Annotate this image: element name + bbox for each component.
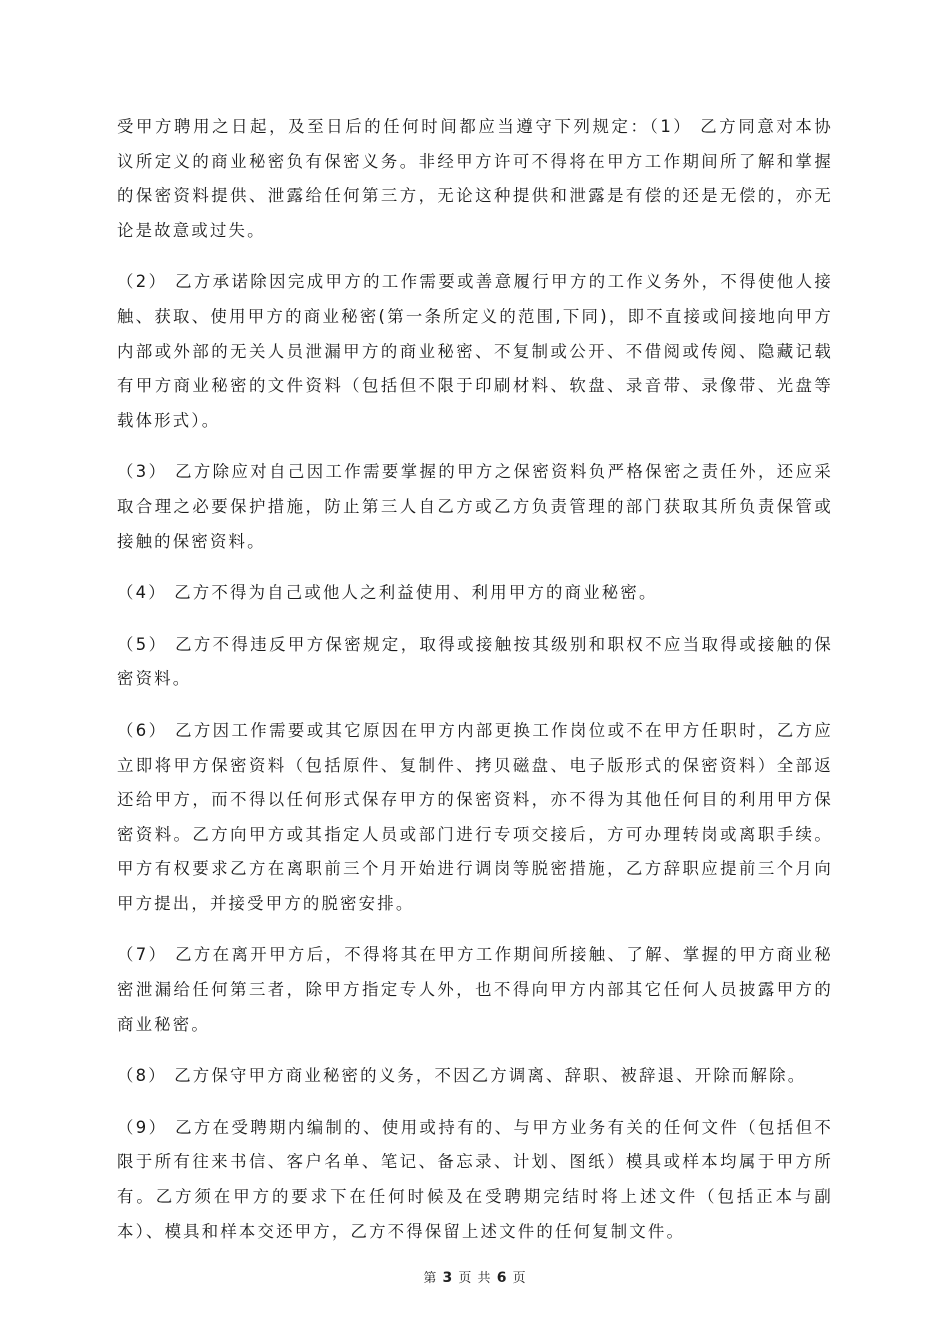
paragraph-clause-2: （2） 乙方承诺除因完成甲方的工作需要或善意履行甲方的工作义务外，不得使他人接触、获取、使用甲方的商业秘密(第一条所定义的范围,下同)，即不直接或间接地向甲方内部或外部的无关人员泄漏甲方的商业秘密、不复制或公开、不借阅或传阅、隐藏记载有甲方商业秘密的文件资料（包括但不限于印刷材料、软盘、录音带、录像带、光盘等载体形式）。 [117, 272, 833, 430]
current-page-number: 3 [442, 1270, 454, 1286]
footer-middle: 页 共 [458, 1271, 492, 1286]
paragraph-clause-4: （4） 乙方不得为自己或他人之利益使用、利用甲方的商业秘密。 [117, 583, 658, 603]
paragraph-intro-clause-1: 受甲方聘用之日起，及至日后的任何时间都应当遵守下列规定：（1） 乙方同意对本协议所定义的商业秘密负有保密义务。非经甲方许可不得将在甲方工作期间所了解和掌握的保密资料提供、泄露给任何第三方，无论这种提供和泄露是有偿的还是无偿的，亦无论是故意或过失。 [117, 117, 833, 240]
document-body [117, 110, 833, 1266]
total-pages-number: 6 [496, 1270, 508, 1286]
paragraph-clause-9: （9） 乙方在受聘期内编制的、使用或持有的、与甲方业务有关的任何文件（包括但不限于所有往来书信、客户名单、笔记、备忘录、计划、图纸）模具或样本均属于甲方所有。乙方须在甲方的要求下在任何时候及在受聘期完结时将上述文件（包括正本与副本）、模具和样本交还甲方，乙方不得保留上述文件的任何复制文件。 [117, 1117, 833, 1241]
paragraph-clause-6: （6） 乙方因工作需要或其它原因在甲方内部更换工作岗位或不在甲方任职时，乙方应立即将甲方保密资料（包括原件、复制件、拷贝磁盘、电子版形式的保密资料）全部返还给甲方，而不得以任何形式保存甲方的保密资料，亦不得为其他任何目的利用甲方保密资料。乙方向甲方或其指定人员或部门进行专项交接后，方可办理转岗或离职手续。甲方有权要求乙方在离职前三个月开始进行调岗等脱密措施，乙方辞职应提前三个月向甲方提出，并接受甲方的脱密安排。 [117, 720, 833, 913]
paragraph-clause-5: （5） 乙方不得违反甲方保密规定，取得或接触按其级别和职权不应当取得或接触的保密资料。 [117, 634, 833, 689]
page-footer [0, 1267, 950, 1286]
paragraph-clause-8: （8） 乙方保守甲方商业秘密的义务，不因乙方调离、辞职、被辞退、开除而解除。 [117, 1066, 807, 1086]
footer-suffix: 页 [512, 1271, 527, 1286]
paragraph-clause-3: （3） 乙方除应对自己因工作需要掌握的甲方之保密资料负严格保密之责任外，还应采取合理之必要保护措施，防止第三人自乙方或乙方负责管理的部门获取其所负责保管或接触的保密资料。 [117, 462, 833, 551]
footer-prefix: 第 [423, 1271, 438, 1286]
paragraph-clause-7: （7） 乙方在离开甲方后，不得将其在甲方工作期间所接触、了解、掌握的甲方商业秘密泄漏给任何第三者，除甲方指定专人外，也不得向甲方内部其它任何人员披露甲方的商业秘密。 [117, 945, 833, 1034]
